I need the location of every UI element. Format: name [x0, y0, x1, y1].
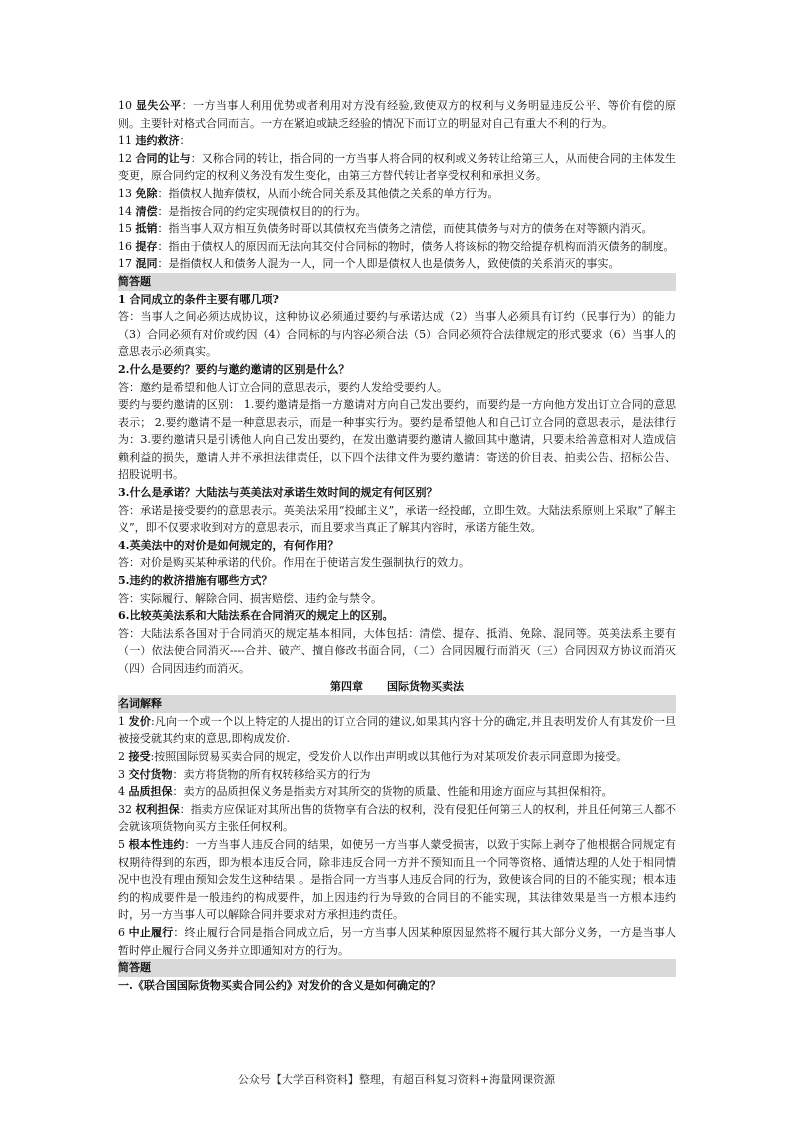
question: 一.《联合国国际货物买卖合同公约》对发价的含义是如何确定的？ [118, 978, 441, 992]
entry-number: 15 [118, 222, 132, 236]
definition-entry [118, 713, 676, 748]
definition-entry [118, 150, 676, 185]
entry-number: 11 [118, 134, 132, 148]
answer-paragraph: 要约与要约邀请的区别： 1.要约邀请是指一方邀请对方向自己发出要约，而要约是一方向他方发出订立合同的意思表示； 2.要约邀请不是一种意思表示，而是一种事实行为。要约是希望他人和自己订立合同的意思表示，是法律行为：3.要约邀请只是引诱他人向自己发出要约，在发出邀请要约邀请人撤回其中邀请，只要未给善意相对人造成信赖利益的损失，邀请人并不承担法律责任，以下四个法律文件为要约邀请：寄送的价目表、拍卖公告、招标公告、招股说明书。 [118, 398, 676, 482]
page-footer: 公众号【大学百科资料】整理，有超百科复习资料+海量网课资源 [237, 1073, 556, 1086]
section-heading: 简答题 [118, 959, 676, 977]
definition-text: ：卖方的品质担保义务是指卖方对其所交的货物的质量、性能和用途方面应与其担保相符。 [172, 785, 613, 799]
entry-number: 13 [118, 186, 132, 200]
term: 清偿 [135, 204, 158, 218]
term: 中止履行 [128, 925, 174, 939]
answer-paragraph: 答：当事人之间必须达成协议，这种协议必须通过要约与承诺达成（2）当事人必须具有订约（民事行为）的能力（3）合同必须有对价或约因（4）合同标的与内容必须合法（5）合同必须符合法律规定的形式要求（6）当事人的意思表示必须真实。 [118, 310, 676, 359]
definition-entry [118, 924, 676, 959]
definition-entry [118, 203, 676, 221]
entry-number: 17 [118, 257, 132, 271]
definition-entry [118, 238, 676, 256]
definition-entry [118, 185, 676, 203]
definition-entry [118, 97, 676, 132]
definition-entry [118, 766, 676, 784]
definition-entry [118, 132, 676, 150]
definition-entry [118, 748, 676, 766]
definition-entry [118, 801, 676, 836]
question: 4.英美法中的对价是如何规定的，有何作用？ [118, 538, 339, 552]
answer-paragraph: 答：实际履行、解除合同、损害赔偿、违约金与禁令。 [118, 591, 382, 605]
term: 免除 [135, 186, 158, 200]
definition-text: ：又称合同的转让，指合同的一方当事人将合同的权利或义务转让给第三人，从而使合同的主体发生变更，原合同约定的权利义务没有发生变化，由第三方替代转让者享受权利和承担义务。 [118, 151, 677, 183]
definition-text: ：一方当事人利用优势或者利用对方没有经验,致使双方的权利与义务明显违反公平、等价有偿的原则。主要针对格式合同而言。一方在紧迫或缺乏经验的情况下而订立的明显对自己有重大不利的行为。 [118, 99, 677, 130]
definition-text: ：终止履行合同是指合同成立后，另一方当事人因某种原因显然将不履行其大部分义务，一方是当事人暂时停止履行合同义务并立即通知对方的行为。 [118, 925, 677, 957]
section-heading: 名词解释 [118, 695, 676, 713]
section-heading: 简答题 [118, 273, 676, 291]
definition-text: ：指当事人双方相互负债务时哥以其债权充当债务之清偿，而使其债务与对方的债务在对等额内消灭。 [157, 222, 653, 236]
answer-paragraph: 答：对价是购买某种承诺的代价。作用在于使诺言发生强制执行的效力。 [118, 556, 470, 570]
definition-text: :按照国际贸易买卖合同的规定，受发价人以作出声明或以其他行为对某项发价表示同意即为接受。 [150, 749, 628, 763]
term: 显失公平 [135, 99, 182, 112]
definition-text: :凡向一个或一个以上特定的人提出的订立合同的建议,如果其内容十分的确定,并且表明发价人有其发价一旦被接受就其约束的意思,即构成发价. [118, 714, 677, 746]
entry-number: 32 [118, 802, 132, 816]
definition-entry [118, 836, 676, 924]
entry-number: 2 [118, 749, 125, 763]
question: 5.违约的救济措施有哪些方式？ [118, 574, 273, 588]
chapter-number: 第四章 [330, 679, 363, 693]
entry-number: 3 [118, 767, 125, 781]
term: 发价 [128, 714, 152, 728]
term: 混同 [135, 257, 158, 271]
term: 权利担保 [135, 802, 180, 816]
entry-number: 16 [118, 239, 132, 253]
term: 接受 [128, 749, 151, 763]
definition-text: ：指由于债权人的原因而无法向其交付合同标的物时，债务人将该标的物交给提存机构而消灭债务的制度。 [157, 239, 675, 253]
term: 合同的让与 [135, 151, 191, 165]
term: 提存 [135, 239, 158, 253]
definition-text: ： [179, 134, 191, 148]
answer-paragraph: 答：邀约是希望和他人订立合同的意思表示，要约人发给受要约人。 [118, 380, 448, 394]
entry-number: 14 [118, 204, 132, 218]
chapter-name: 国际货物买卖法 [387, 679, 464, 693]
term: 品质担保 [128, 785, 173, 799]
entry-number: 5 [118, 837, 125, 851]
entry-number: 4 [118, 785, 125, 799]
definition-entry [118, 783, 676, 801]
answer-paragraph: 答：大陆法系各国对于合同消灭的规定基本相同，大体包括：清偿、提存、抵消、免除、混同等。英美法系主要有（一）依法使合同消灭----合并、破产、擅自修改书面合同，（二）合同因履行而消灭（三）合同因双方协议而消灭（四）合同因违约而消灭。 [118, 626, 676, 675]
definition-entry [118, 220, 676, 238]
answer-paragraph: 答：承诺是接受要约的意思表示。英美法采用“投邮主义”，承诺一经投邮，立即生效。大陆法系原则上采取“了解主义”，即不仅要求收到对方的意思表示，而且要求当真正了解其内容时，承诺方能生效。 [118, 503, 676, 535]
chapter-title [118, 678, 676, 696]
term: 抵销 [135, 222, 158, 236]
definition-text: ：指债权人抛弃债权，从而小统合同关系及其他债之关系的单方行为。 [157, 186, 499, 200]
question: 1 合同成立的条件主要有哪几项? [118, 292, 279, 306]
term: 根本性违约 [128, 837, 185, 851]
question: 6.比较英美法系和大陆法系在合同消灭的规定上的区别。 [118, 609, 394, 623]
question: 3.什么是承诺？大陆法与英美法对承诺生效时间的规定有何区别？ [118, 486, 438, 500]
definition-text: ：一方当事人违反合同的结果，如使另一方当事人蒙受损害，以致于实际上剥夺了他根据合同规定有权期待得到的东西，即为根本违反合同，除非违反合同一方并不预知而且一个同等资格、通情达理的人处于相同情况中也没有理由预知会发生这种结果 。是指合同一方当事人违反合同的行为，致使该合同的目的不能实现；根本违约的构成要件是一般违约的构成要件，加上因违约行为导致的合同目的不能实现，其法律效果是当一方根本违约时，另一方当事人可以解除合同并要求对方承担违约责任。 [118, 837, 677, 922]
definition-text: ：是指按合同的约定实现债权目的的行为。 [157, 204, 367, 218]
entry-number: 6 [118, 925, 125, 939]
question: 2.什么是要约？要约与邀约邀请的区别是什么？ [118, 362, 350, 376]
document-body [118, 97, 676, 994]
entry-number: 1 [118, 714, 125, 728]
definition-text: ：指卖方应保证对其所出售的货物享有合法的权利，没有侵犯任何第三人的权利，并且任何第三人都不会就该项货物向买方主张任何权利。 [118, 802, 676, 834]
term: 违约救济 [135, 134, 180, 148]
term: 交付货物 [128, 767, 173, 781]
definition-entry [118, 255, 676, 273]
definition-text: ：是指债权人和债务人混为一人，同一个人即是债权人也是债务人，致使债的关系消灭的事实。 [157, 257, 620, 271]
definition-text: ：卖方将货物的所有权转移给买方的行为 [172, 767, 371, 781]
entry-number: 12 [118, 151, 132, 165]
entry-number: 10 [118, 99, 132, 112]
